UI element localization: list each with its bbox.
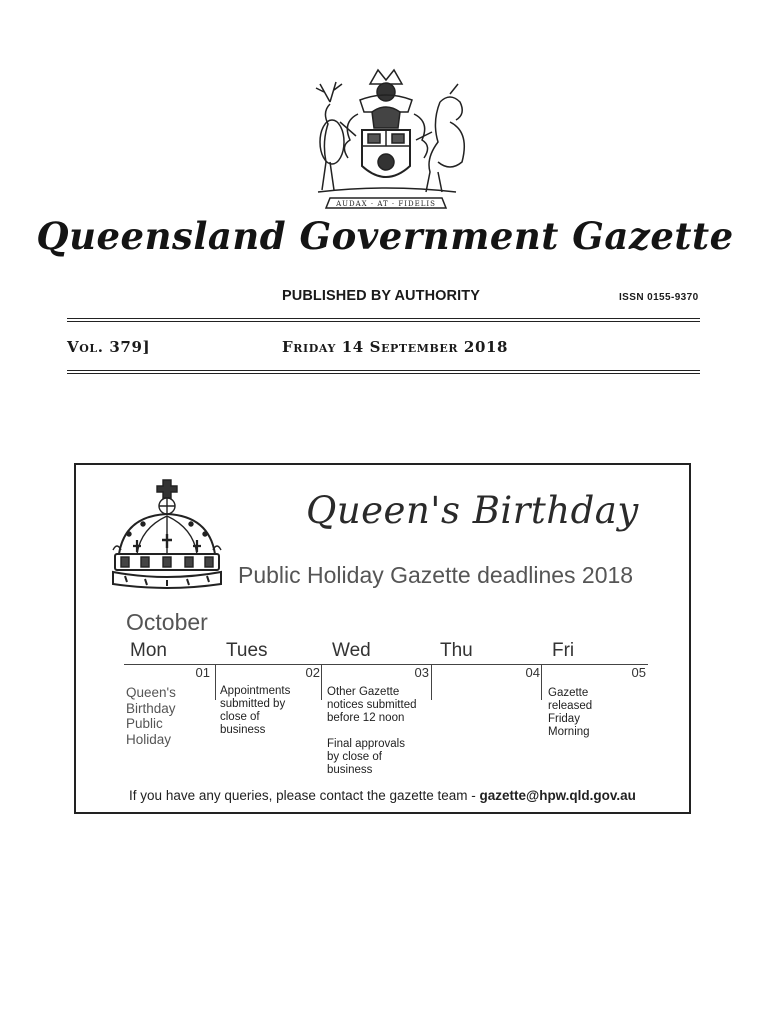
day-header-fri: Fri xyxy=(552,640,575,661)
issn-number: ISSN 0155-9370 xyxy=(619,292,699,303)
masthead-title: Queensland Government Gazette xyxy=(36,214,734,258)
date-number-mon: 01 xyxy=(195,665,210,680)
day-header-tues: Tues xyxy=(226,640,268,661)
header-rule-top xyxy=(67,318,700,319)
note-tues: Appointments submitted by close of business xyxy=(220,685,291,736)
contact-line xyxy=(76,788,689,803)
contact-email-link[interactable]: gazette@hpw.qld.gov.au xyxy=(479,788,636,803)
issue-date: Friday 14 September 2018 xyxy=(282,338,509,356)
header-rule-bottom-2 xyxy=(67,373,700,374)
note-wed-final: Final approvals by close of business xyxy=(327,738,405,776)
header-rule-bottom xyxy=(67,370,700,371)
header-rule-top-2 xyxy=(67,321,700,322)
date-number-wed: 03 xyxy=(414,665,429,680)
crown-icon xyxy=(107,476,227,596)
published-by-authority: PUBLISHED BY AUTHORITY xyxy=(282,288,480,304)
notice-title: Queen's Birthday xyxy=(306,489,639,532)
date-number-thu: 04 xyxy=(525,665,540,680)
date-number-fri: 05 xyxy=(631,665,646,680)
notice-subtitle: Public Holiday Gazette deadlines 2018 xyxy=(238,562,634,588)
day-header-wed: Wed xyxy=(332,640,371,661)
queens-birthday-notice xyxy=(74,463,691,814)
day-header-mon: Mon xyxy=(130,640,167,661)
day-header-thu: Thu xyxy=(440,640,473,661)
note-wed: Other Gazette notices submitted before 12 noon xyxy=(327,686,417,724)
note-mon: Queen's Birthday Public Holiday xyxy=(126,685,176,747)
motto-text: AUDAX · AT · FIDELIS xyxy=(336,200,436,208)
calendar-month: October xyxy=(126,609,208,635)
contact-text: If you have any queries, please contact the gazette team - xyxy=(129,788,480,803)
date-number-tues: 02 xyxy=(305,665,320,680)
queensland-coat-of-arms-icon xyxy=(300,62,472,214)
volume-number: Vol. 379] xyxy=(67,338,151,356)
note-fri: Gazette released Friday Morning xyxy=(548,687,593,738)
